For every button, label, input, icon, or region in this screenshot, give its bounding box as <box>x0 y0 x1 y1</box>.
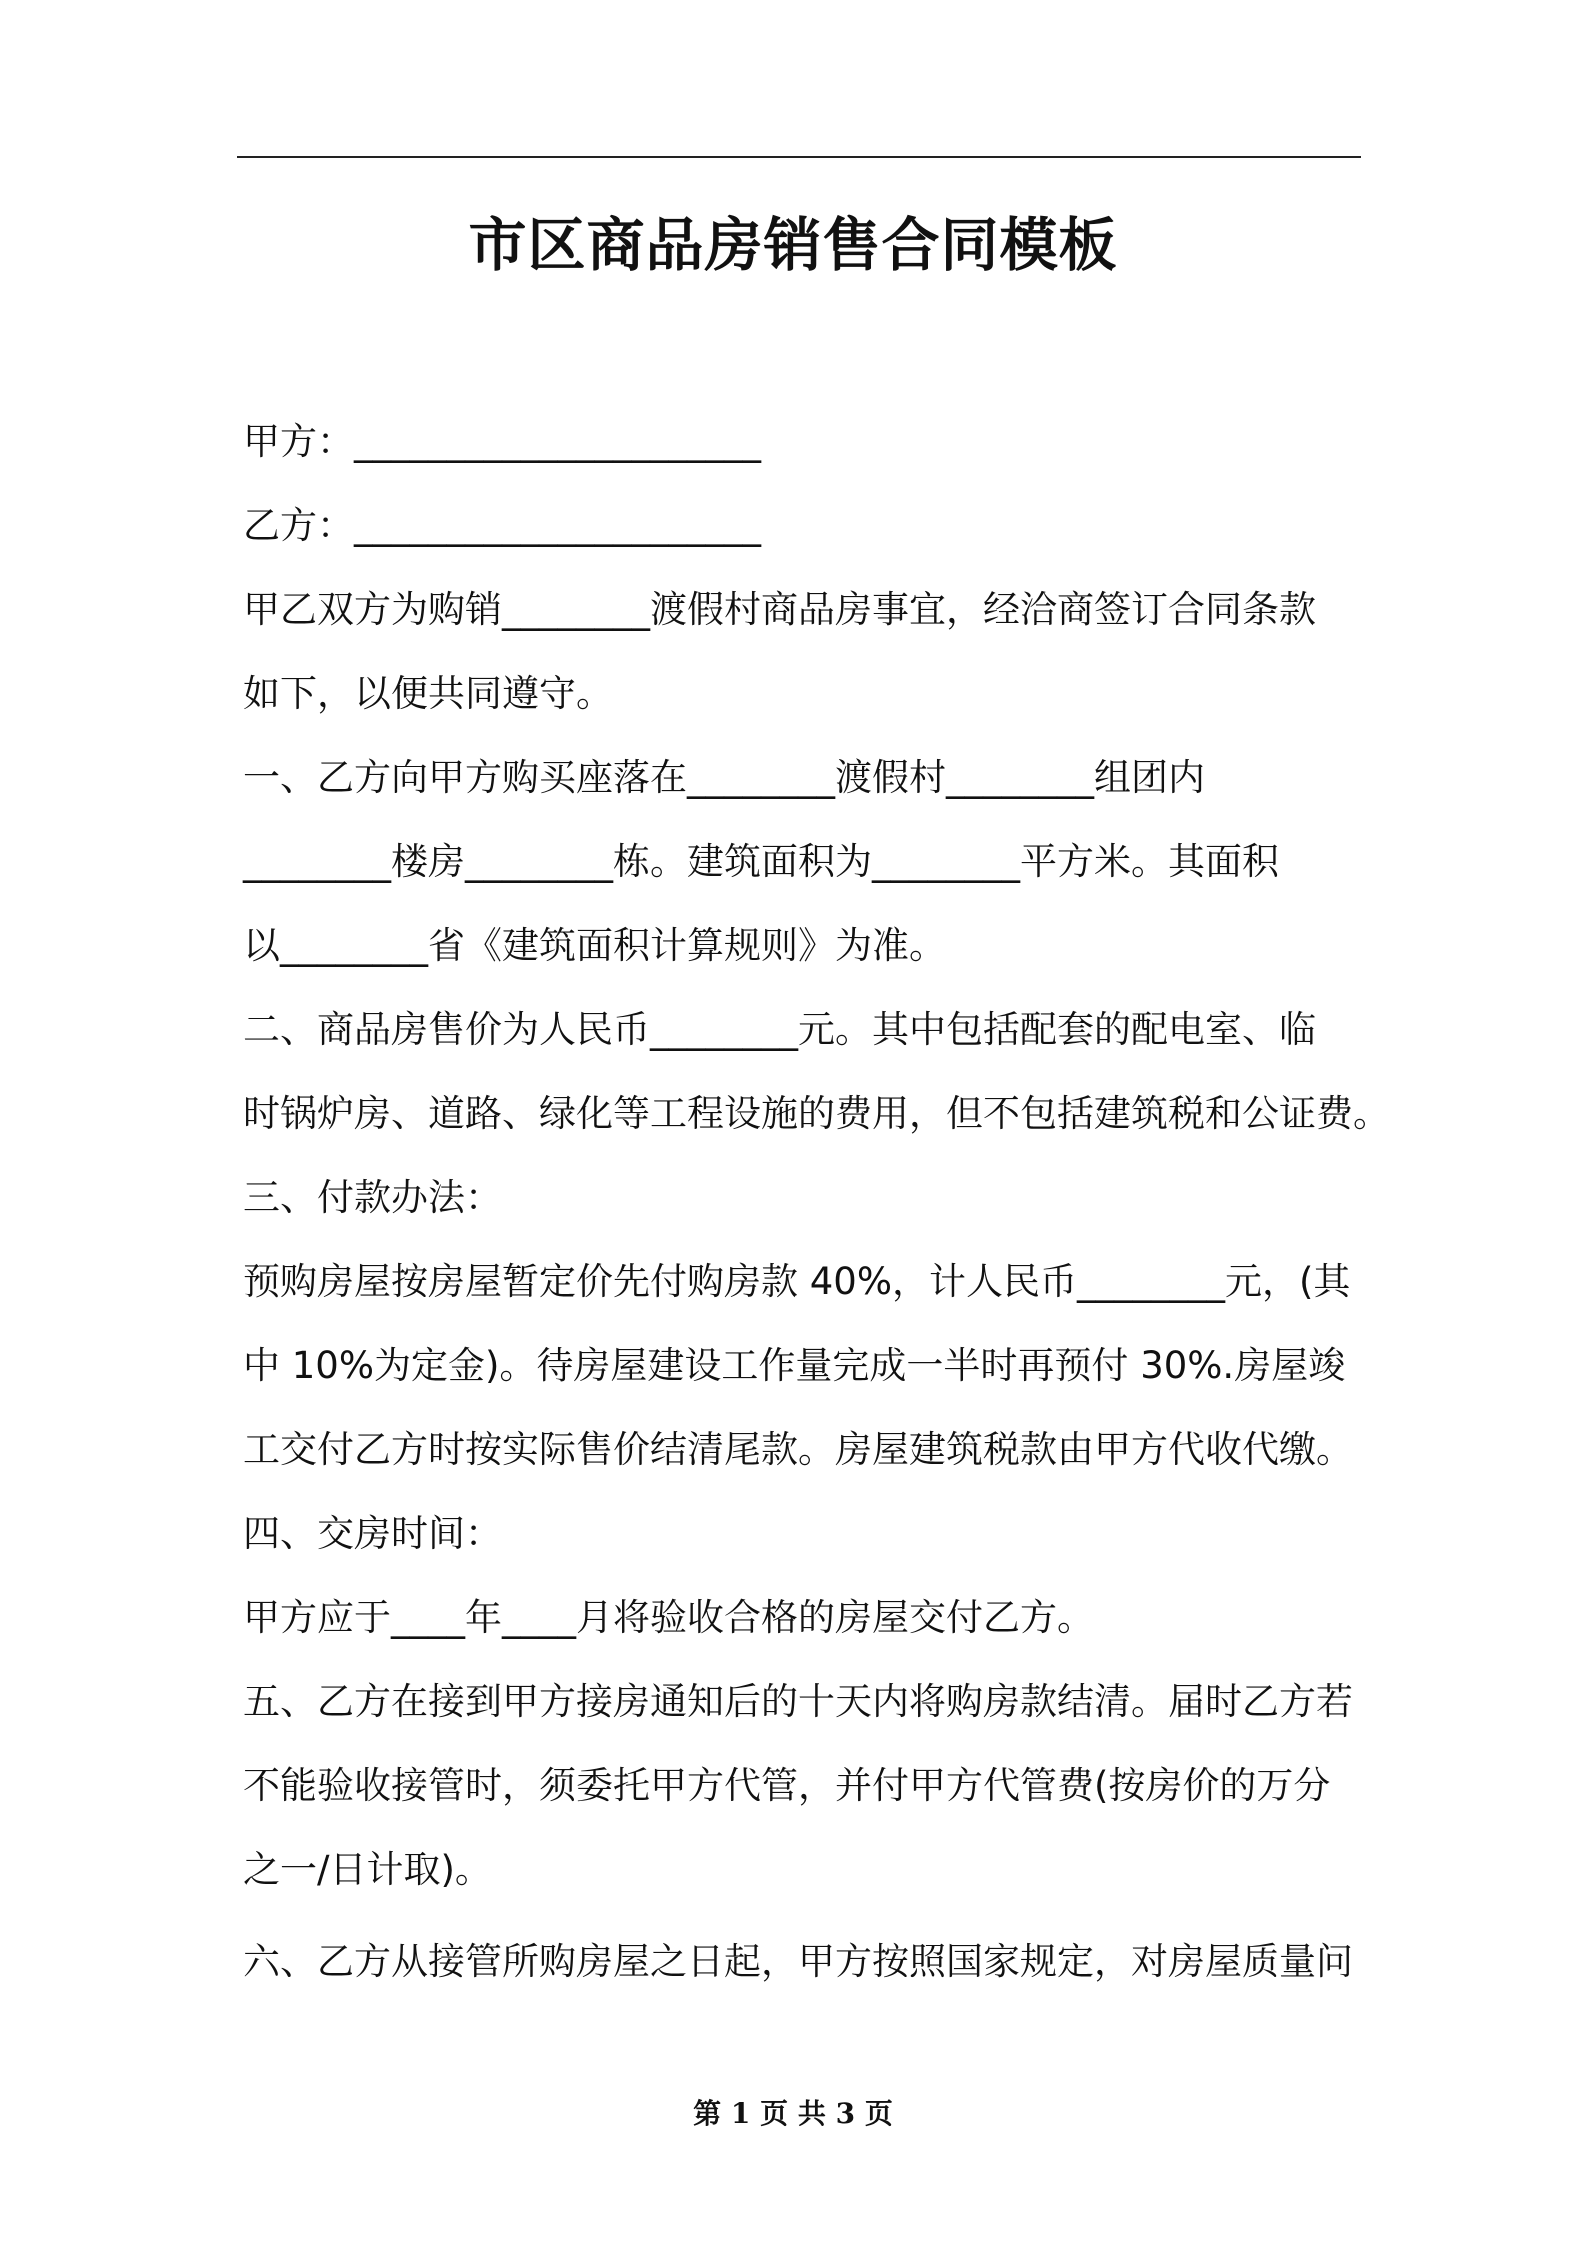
clause-3-line-3: 工交付乙方时按实际售价结清尾款。房屋建筑税款由甲方代收代缴。 <box>243 1428 1353 1471</box>
clause-3-heading: 三、付款办法： <box>243 1176 502 1219</box>
clause-6-line-1: 六、乙方从接管所购房屋之日起，甲方按照国家规定，对房屋质量问 <box>243 1940 1353 1983</box>
clause-5-line-3: 之一/日计取)。 <box>243 1848 492 1891</box>
page-number-footer: 第 1 页 共 3 页 <box>693 2097 893 2130</box>
clause-3-line-1: 预购房屋按房屋暂定价先付购房款 40%，计人民币________元，(其 <box>243 1260 1351 1303</box>
clause-1-line-1: 一、乙方向甲方购买座落在________渡假村________组团内 <box>243 756 1205 799</box>
clause-4-line-1: 甲方应于____年____月将验收合格的房屋交付乙方。 <box>243 1596 1094 1639</box>
party-b-line: 乙方：______________________ <box>243 504 761 547</box>
contract-body <box>243 400 1390 2004</box>
header-rule <box>237 156 1361 158</box>
clause-1-line-3: 以________省《建筑面积计算规则》为准。 <box>243 924 946 967</box>
clause-4-heading: 四、交房时间： <box>243 1512 502 1555</box>
clause-3-line-2: 中 10%为定金)。待房屋建设工作量完成一半时再预付 30%.房屋竣 <box>243 1344 1346 1387</box>
preamble-line-2: 如下，以便共同遵守。 <box>243 672 613 715</box>
clause-2-line-1: 二、商品房售价为人民币________元。其中包括配套的配电室、临 <box>243 1008 1316 1051</box>
clause-5-line-2: 不能验收接管时，须委托甲方代管，并付甲方代管费(按房价的万分 <box>243 1764 1331 1807</box>
clause-1-line-2: ________楼房________栋。建筑面积为________平方米。其面积 <box>243 840 1279 883</box>
document-title: 市区商品房销售合同模板 <box>468 211 1118 279</box>
clause-2-line-2: 时锅炉房、道路、绿化等工程设施的费用，但不包括建筑税和公证费。 <box>243 1092 1390 1135</box>
preamble-line-1: 甲乙双方为购销________渡假村商品房事宜，经洽商签订合同条款 <box>243 588 1316 631</box>
party-a-line: 甲方：______________________ <box>243 420 761 463</box>
clause-5-line-1: 五、乙方在接到甲方接房通知后的十天内将购房款结清。届时乙方若 <box>243 1680 1353 1723</box>
